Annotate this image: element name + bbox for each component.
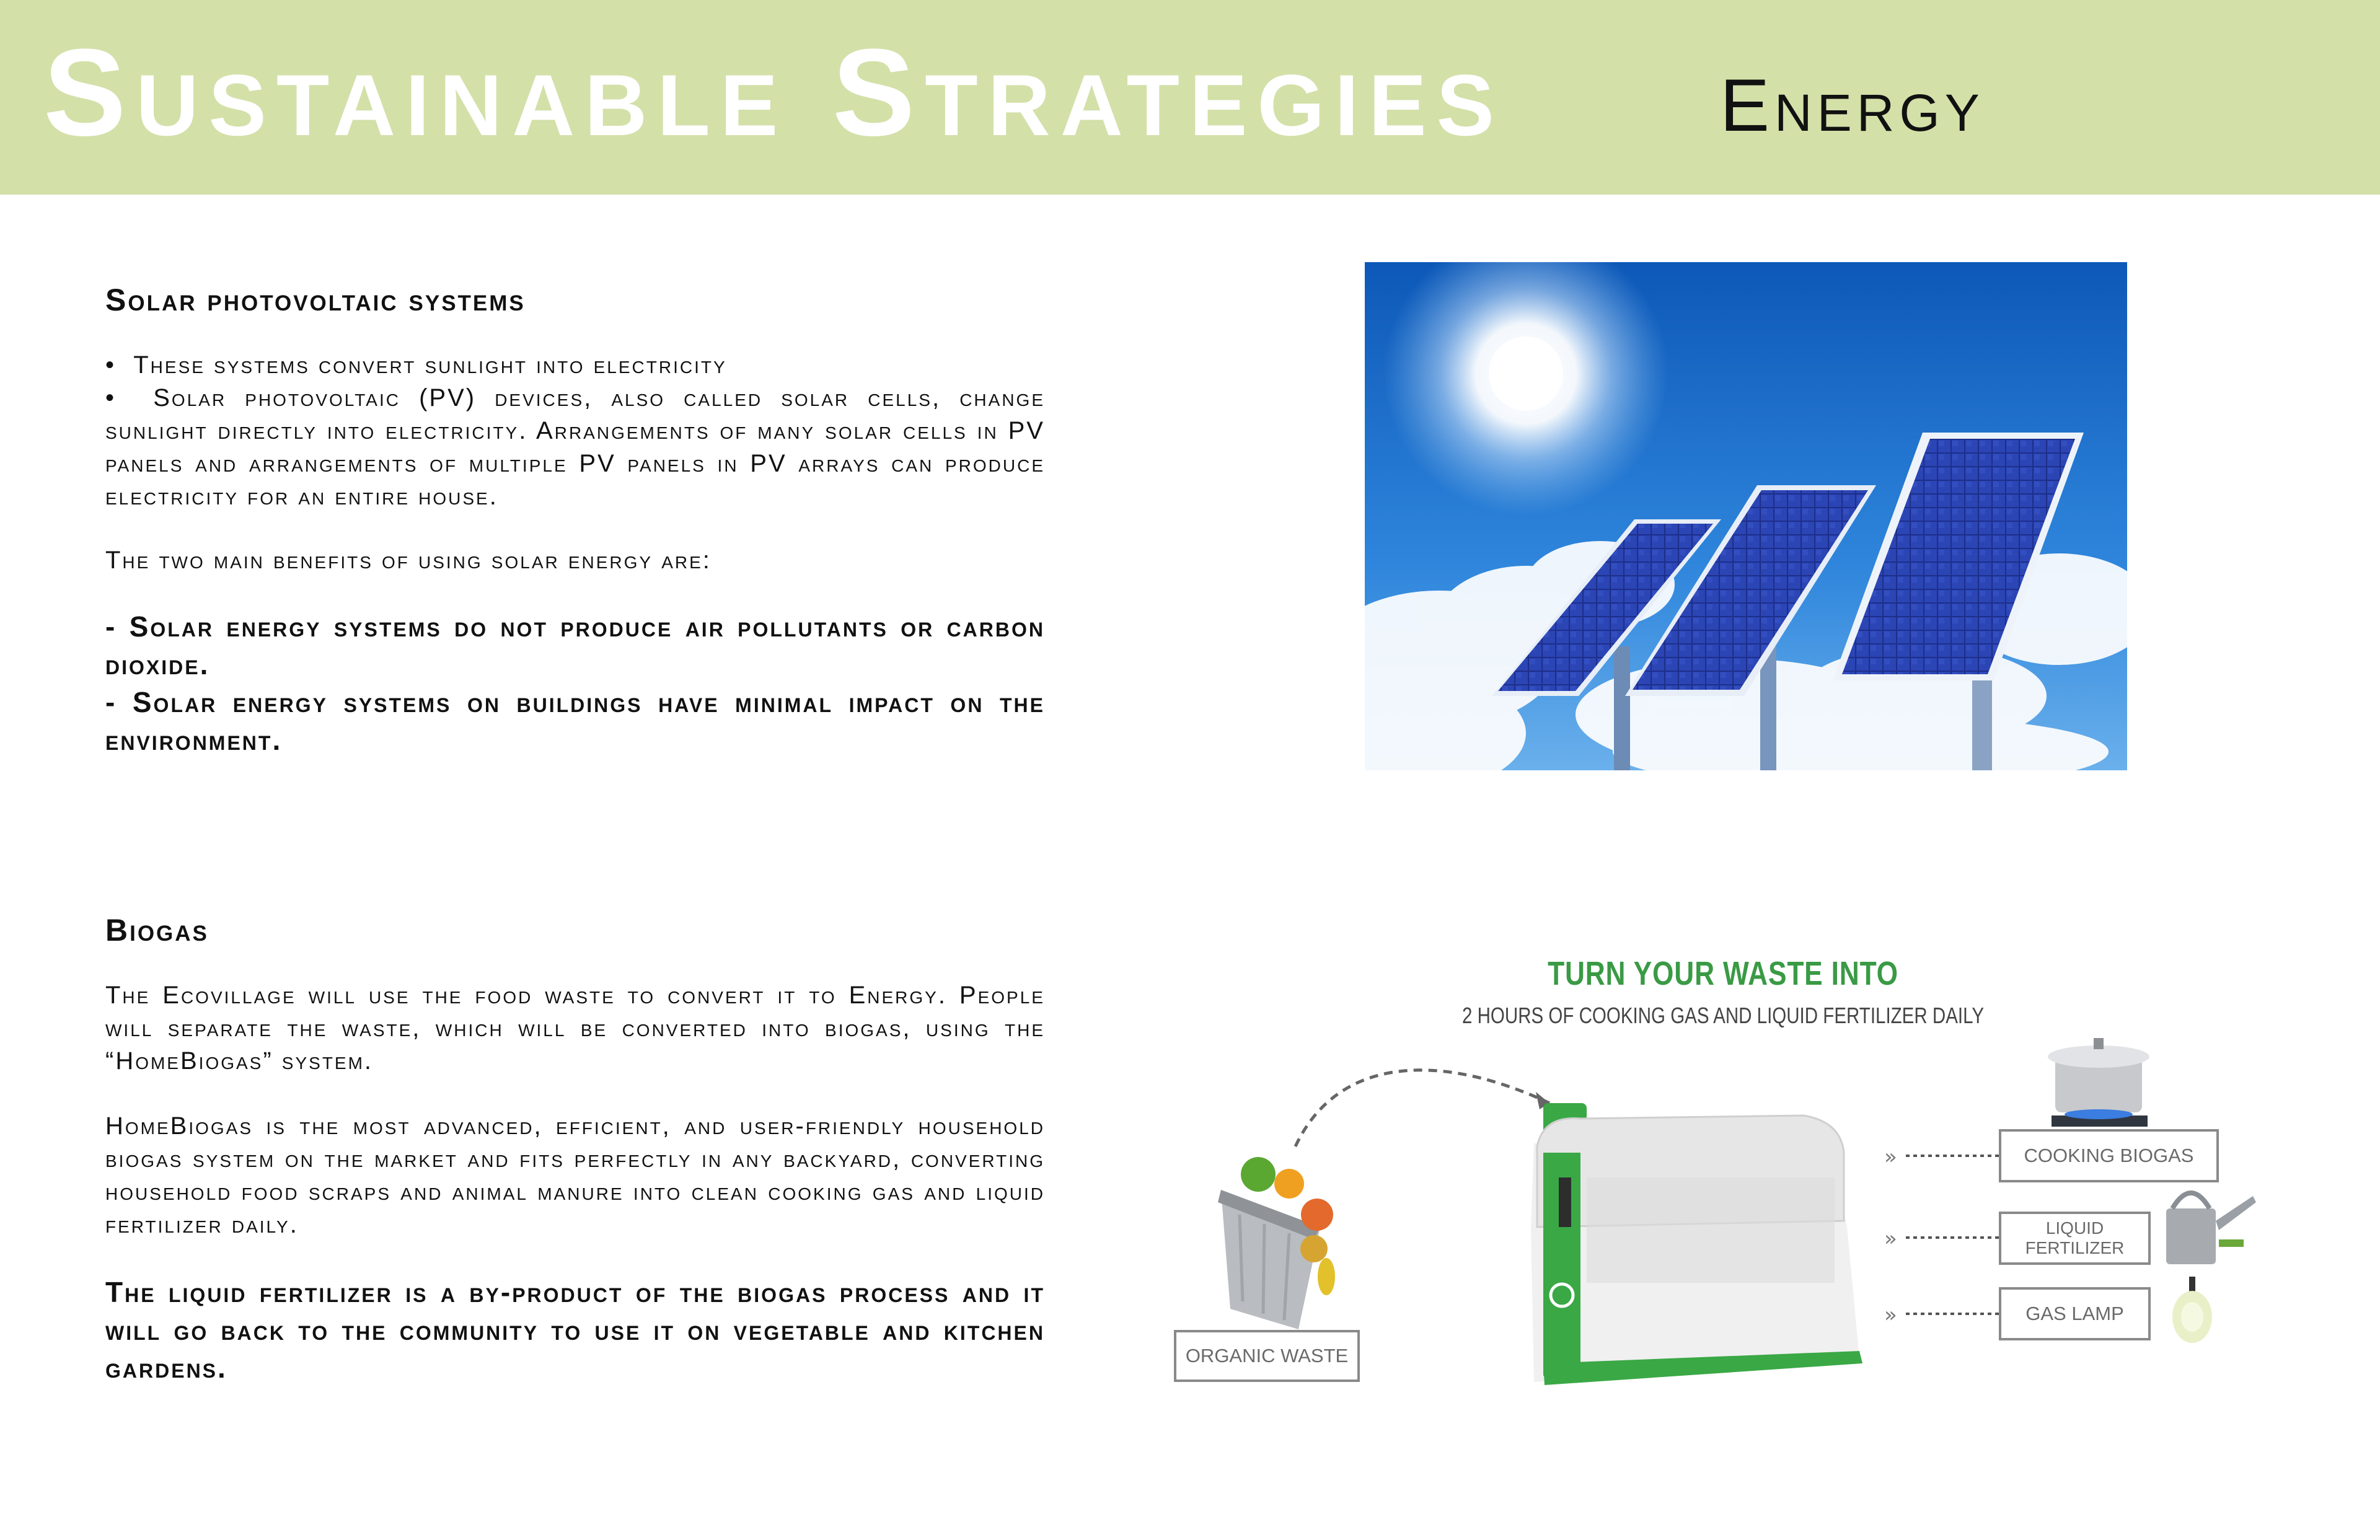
gas-lamp-label: GAS LAMP: [1999, 1287, 2151, 1340]
gas-lamp-icon: [2172, 1277, 2212, 1343]
section-title: Energy: [1720, 64, 1985, 147]
solar-panels-photo: [1365, 262, 2127, 770]
biogas-paragraph-emphasis: The liquid fertilizer is a by-product of the biogas process and it will go back to the community to use it on vegetable and kitchen gardens.: [105, 1276, 1045, 1384]
biogas-text-block: [105, 912, 1045, 1387]
solar-text-block: [105, 282, 1045, 759]
cooking-biogas-label: COOKING BIOGAS: [1999, 1129, 2219, 1182]
header-banner: [0, 0, 2380, 195]
biogas-unit-icon: [1531, 1103, 1862, 1385]
biogas-diagram: [1165, 930, 2281, 1401]
page-title: Sustainable Strategies: [43, 24, 1504, 162]
biogas-paragraph: The Ecovillage will use the food waste to convert it to Energy. People will separate the waste, which will be converted into biogas, using the “HomeBiogas” system.: [105, 982, 1045, 1075]
svg-text:»: »: [1884, 1303, 1897, 1327]
solar-bullet-list: [105, 349, 1045, 513]
liquid-fertilizer-label: LIQUID FERTILIZER: [1999, 1212, 2151, 1265]
benefits-intro: The two main benefits of using solar energy are:: [105, 547, 712, 574]
diagram-title: TURN YOUR WASTE INTO: [1548, 955, 1898, 992]
benefit-item: - Solar energy systems do not produce air pollutants or carbon dioxide.: [105, 610, 1045, 680]
organic-waste-label: ORGANIC WASTE: [1174, 1330, 1360, 1382]
bullet-item: • Solar photovoltaic (PV) devices, also called solar cells, change sunlight directly into electricity. Arrangements of many solar cells in PV panels and arrangements of multiple PV panels in PV arrays can produce electricity for an entire house.: [105, 384, 1045, 510]
solar-heading: Solar photovoltaic systems: [105, 283, 526, 317]
bullet-item: • These systems convert sunlight into electricity: [105, 351, 727, 379]
svg-text:»: »: [1884, 1145, 1897, 1169]
diagram-subtitle: 2 HOURS OF COOKING GAS AND LIQUID FERTILIZER DAILY: [1461, 1003, 1985, 1028]
benefit-item: - Solar energy systems on buildings have minimal impact on the environment.: [105, 686, 1045, 756]
cooking-pot-icon: [2048, 1038, 2149, 1127]
trash-can-icon: [1218, 1157, 1335, 1329]
watering-can-icon: [2166, 1193, 2256, 1264]
svg-text:»: »: [1884, 1226, 1897, 1251]
biogas-heading: Biogas: [105, 913, 209, 948]
biogas-paragraph: HomeBiogas is the most advanced, efficient, and user-friendly household biogas system on the market and fits perfectly in any backyard, converting household food scraps and animal manure into clean cooking gas and liquid fertilizer daily.: [105, 1112, 1045, 1238]
